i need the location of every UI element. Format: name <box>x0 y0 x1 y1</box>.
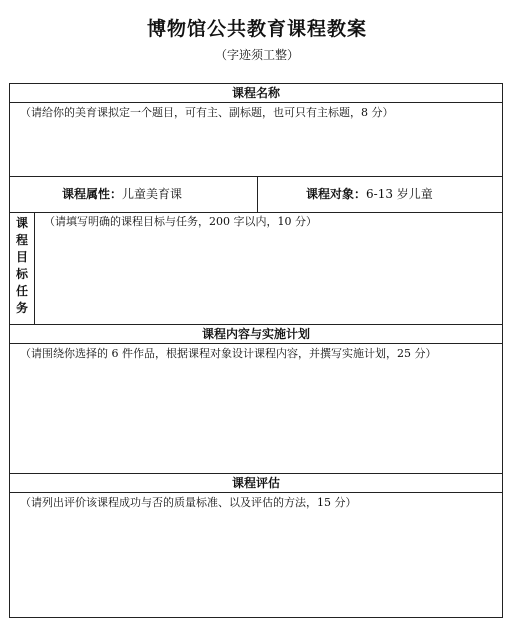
course-evaluation-header: 课程评估 <box>231 476 280 490</box>
goals-label-char: 目 <box>15 250 28 264</box>
course-plan-field[interactable]: （请围绕你选择的 6 件作品，根据课程对象设计课程内容，并撰写实施计划，25 分） <box>20 347 437 360</box>
divider <box>34 212 35 324</box>
goals-label-char: 程 <box>15 233 28 247</box>
goals-label-char: 课 <box>15 216 28 230</box>
divider <box>10 492 502 493</box>
course-property-cell[interactable] <box>62 185 182 203</box>
goals-label-char: 任 <box>15 284 28 298</box>
divider <box>10 102 502 103</box>
goals-label-char: 务 <box>15 301 28 315</box>
course-audience-cell[interactable] <box>306 185 433 203</box>
lesson-plan-form <box>9 83 503 618</box>
divider <box>10 176 502 177</box>
course-audience-value: 6-13 岁儿童 <box>366 187 433 201</box>
course-name-field[interactable]: （请给你的美育课拟定一个题目，可有主、副标题，也可只有主标题，8 分） <box>20 106 394 119</box>
course-property-value: 儿童美育课 <box>122 187 183 201</box>
divider <box>10 343 502 344</box>
course-plan-header: 课程内容与实施计划 <box>201 327 310 341</box>
goals-label-char: 标 <box>15 267 28 281</box>
course-evaluation-field[interactable]: （请列出评价该课程成功与否的质量标准、以及评估的方法，15 分） <box>20 496 357 509</box>
divider <box>257 176 258 212</box>
document-subtitle: （字迹须工整） <box>214 48 299 62</box>
course-property-label: 课程属性： <box>62 187 123 201</box>
course-audience-label: 课程对象： <box>306 187 367 201</box>
course-name-header: 课程名称 <box>231 86 280 100</box>
course-goals-field[interactable]: （请填写明确的课程目标与任务，200 字以内，10 分） <box>44 215 317 228</box>
document-title: 博物馆公共教育课程教案 <box>146 18 367 40</box>
